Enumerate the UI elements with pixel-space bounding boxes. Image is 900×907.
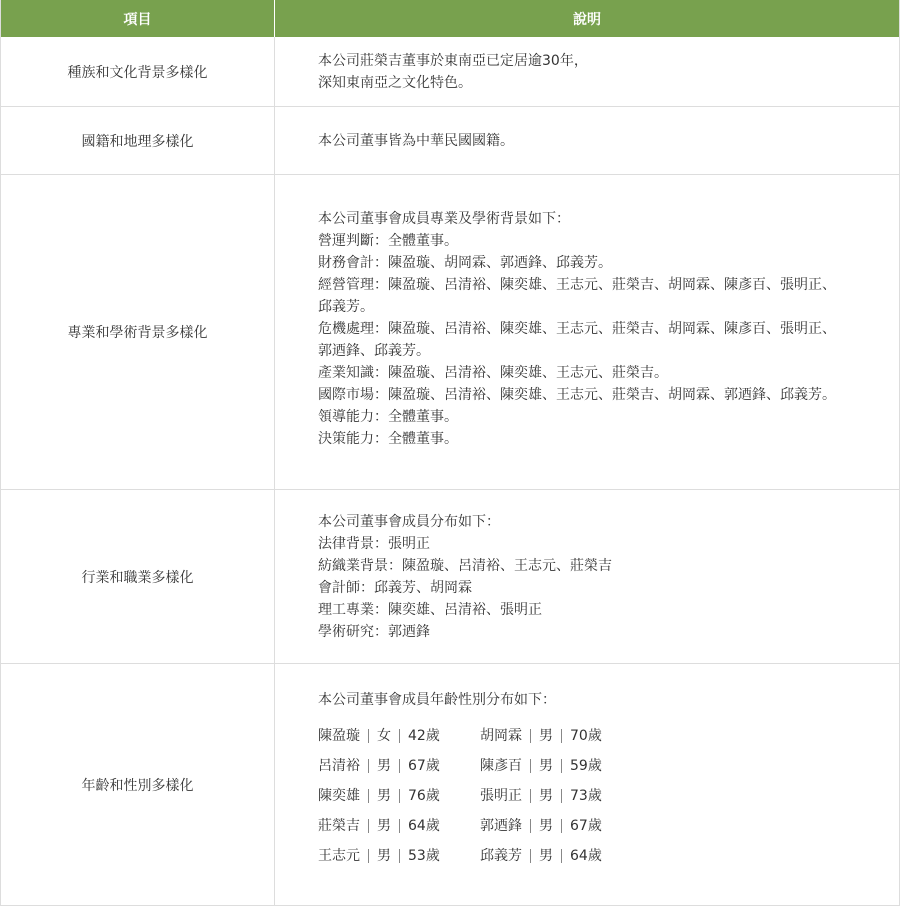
member-entry xyxy=(318,845,480,867)
row-description xyxy=(275,37,899,106)
member-name: 張明正 xyxy=(480,788,522,804)
member-age: 67歲 xyxy=(408,758,440,774)
row-item: 年齡和性別多樣化 xyxy=(1,664,275,905)
divider xyxy=(530,729,531,743)
member-age: 53歲 xyxy=(408,848,440,864)
member-age: 76歲 xyxy=(408,788,440,804)
table-header xyxy=(1,0,899,37)
divider xyxy=(561,789,562,803)
desc-line: 領導能力：全體董事。 xyxy=(318,409,458,425)
table-row xyxy=(1,175,899,490)
member-age: 64歲 xyxy=(408,818,440,834)
member-gender: 男 xyxy=(377,848,391,864)
member-age: 70歲 xyxy=(570,728,602,744)
member-entry xyxy=(480,725,640,747)
desc-line: 學術研究：郭迺鋒 xyxy=(318,623,430,640)
member-entry xyxy=(480,785,640,807)
member-entry xyxy=(318,725,480,747)
divider xyxy=(368,789,369,803)
member-age: 59歲 xyxy=(570,758,602,774)
divider xyxy=(561,819,562,833)
member-gender: 男 xyxy=(377,758,391,774)
member-entry xyxy=(480,845,640,867)
divider xyxy=(399,849,400,863)
desc-line: 邱義芳。 xyxy=(318,299,374,315)
member-name: 陳彥百 xyxy=(480,758,522,774)
divider xyxy=(530,849,531,863)
divider xyxy=(399,759,400,773)
member-name: 呂清裕 xyxy=(318,758,360,774)
member-gender: 男 xyxy=(377,818,391,834)
member-gender: 女 xyxy=(377,728,391,744)
desc-line: 國際市場：陳盈璇、呂清裕、陳奕雄、王志元、莊榮吉、胡岡霖、郭迺鋒、邱義芳。 xyxy=(318,387,836,403)
divider xyxy=(368,849,369,863)
member-name: 陳盈璇 xyxy=(318,728,360,744)
table-row xyxy=(1,107,899,175)
member-entry xyxy=(318,785,480,807)
desc-line: 決策能力：全體董事。 xyxy=(318,431,458,447)
member-entry xyxy=(318,815,480,837)
desc-line: 郭迺鋒、邱義芳。 xyxy=(318,343,430,359)
desc-line: 理工專業：陳奕雄、呂清裕、張明正 xyxy=(318,601,542,618)
desc-line: 法律背景：張明正 xyxy=(318,535,430,552)
divider xyxy=(530,759,531,773)
divider xyxy=(368,819,369,833)
member-gender: 男 xyxy=(539,818,553,834)
member-gender: 男 xyxy=(539,788,553,804)
member-gender: 男 xyxy=(539,848,553,864)
divider xyxy=(399,789,400,803)
desc-line: 財務會計：陳盈璇、胡岡霖、郭迺鋒、邱義芳。 xyxy=(318,255,612,271)
divider xyxy=(530,789,531,803)
member-gender: 男 xyxy=(539,728,553,744)
divider xyxy=(561,849,562,863)
desc-line: 本公司董事會成員年齡性別分布如下： xyxy=(318,692,556,708)
divider xyxy=(561,759,562,773)
row-item: 種族和文化背景多樣化 xyxy=(1,37,275,106)
desc-line: 本公司董事會成員專業及學術背景如下： xyxy=(318,211,570,227)
member-name: 胡岡霖 xyxy=(480,728,522,744)
row-description xyxy=(275,664,899,905)
member-entry xyxy=(318,755,480,777)
desc-line: 本公司莊榮吉董事於東南亞已定居逾30年， xyxy=(318,52,588,69)
desc-line: 深知東南亞之文化特色。 xyxy=(318,74,472,91)
row-item: 專業和學術背景多樣化 xyxy=(1,175,275,489)
member-age: 73歲 xyxy=(570,788,602,804)
table-row xyxy=(1,490,899,664)
member-entry xyxy=(480,755,640,777)
divider xyxy=(399,729,400,743)
desc-line: 營運判斷：全體董事。 xyxy=(318,233,458,249)
desc-line: 紡織業背景：陳盈璇、呂清裕、王志元、莊榮吉 xyxy=(318,557,612,574)
row-description xyxy=(275,490,899,663)
member-name: 郭迺鋒 xyxy=(480,818,522,834)
desc-line: 本公司董事會成員分布如下： xyxy=(318,513,500,530)
row-item: 行業和職業多樣化 xyxy=(1,490,275,663)
member-age: 64歲 xyxy=(570,848,602,864)
member-gender: 男 xyxy=(539,758,553,774)
desc-line: 本公司董事皆為中華民國國籍。 xyxy=(318,132,514,149)
member-age: 67歲 xyxy=(570,818,602,834)
member-name: 邱義芳 xyxy=(480,848,522,864)
header-description: 說明 xyxy=(573,11,601,28)
member-name: 王志元 xyxy=(318,848,360,864)
member-name: 陳奕雄 xyxy=(318,788,360,804)
table-row xyxy=(1,664,899,906)
header-item: 項目 xyxy=(1,0,275,37)
row-description xyxy=(275,175,899,489)
member-age: 42歲 xyxy=(408,728,440,744)
divider xyxy=(561,729,562,743)
divider xyxy=(399,819,400,833)
row-description xyxy=(275,107,899,174)
desc-line: 產業知識：陳盈璇、呂清裕、陳奕雄、王志元、莊榮吉。 xyxy=(318,365,668,381)
desc-line: 危機處理：陳盈璇、呂清裕、陳奕雄、王志元、莊榮吉、胡岡霖、陳彥百、張明正、 xyxy=(318,321,836,337)
member-gender: 男 xyxy=(377,788,391,804)
age-gender-grid xyxy=(318,725,879,867)
row-item: 國籍和地理多樣化 xyxy=(1,107,275,174)
desc-line: 會計師：邱義芳、胡岡霖 xyxy=(318,579,472,596)
divider xyxy=(368,729,369,743)
desc-line: 經營管理：陳盈璇、呂清裕、陳奕雄、王志元、莊榮吉、胡岡霖、陳彥百、張明正、 xyxy=(318,277,836,293)
member-entry xyxy=(480,815,640,837)
divider xyxy=(368,759,369,773)
table-row xyxy=(1,37,899,107)
divider xyxy=(530,819,531,833)
member-name: 莊榮吉 xyxy=(318,818,360,834)
